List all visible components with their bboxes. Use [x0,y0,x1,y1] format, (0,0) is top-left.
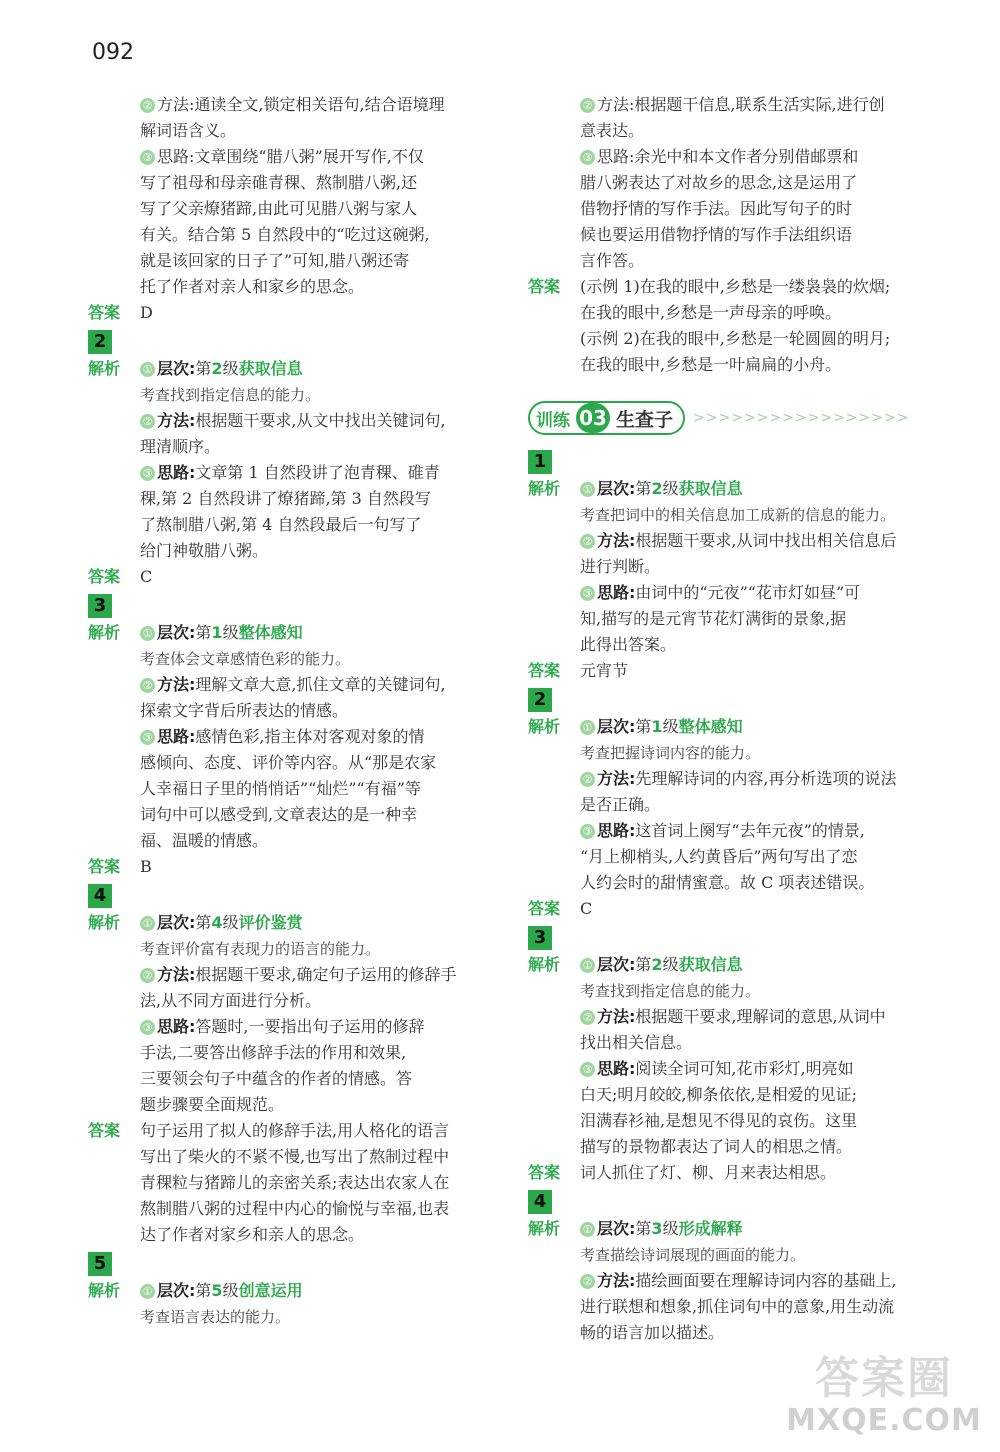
step-3-icon: ③ [140,150,155,165]
page-number: 092 [92,40,134,65]
thinking-line: 这首词上阕写“去年元夜”的情景, [635,821,865,840]
analysis-row [528,952,938,1160]
watermark-logo [786,1354,982,1444]
analysis-tag: 解析 [88,1281,121,1300]
answer-tag: 答案 [88,567,121,586]
answer-tag: 答案 [528,277,561,296]
ability-desc: 考查语言表达的能力。 [140,1308,291,1326]
question-number: 2 [528,688,552,712]
question-number: 3 [88,594,112,618]
thinking-line: 手法,二要答出修辞手法的作用和效果, [140,1043,407,1062]
thinking-line: 就是该回家的日子了”可知,腊八粥还寄 [140,251,410,270]
left-top-analysis [88,92,498,300]
thinking-line: 有关。结合第 5 自然段中的“吃过这碗粥, [140,225,430,244]
method-label: 方法: [157,965,196,984]
answer-line: 句子运用了拟人的修辞手法,用人格化的语言 [140,1121,450,1140]
answer-value: C [580,899,593,918]
thinking-line: 托了作者对亲人和家乡的思念。 [140,277,365,296]
method-line: 根据题干要求,从词中找出相关信息后 [635,531,897,550]
section-title: 生查子 [616,408,674,431]
level-name: 评价鉴赏 [238,913,303,932]
step-2-icon: ② [140,968,155,983]
method-line: 探索文字背后所表达的情感。 [140,701,349,720]
answer-line: 在我的眼中,乡愁是一声母亲的呼唤。 [580,303,842,322]
answer-line: 在我的眼中,乡愁是一叶扁扁的小舟。 [580,355,842,374]
step-1-icon: ① [140,362,155,377]
step-3-icon: ③ [580,150,595,165]
method-label: 方法: [597,1007,636,1026]
analysis-tag: 解析 [88,359,121,378]
level-unit: 级 [222,359,239,378]
right-column [528,92,938,1346]
level-number: 1 [211,623,223,642]
level-unit: 级 [222,913,239,932]
analysis-row [528,714,938,896]
thinking-line: 借物抒情的写作手法。因此写句子的时 [580,199,853,218]
thinking-line: 知,描写的是元宵节花灯满街的景象,据 [580,609,847,628]
right-top-analysis [528,92,938,274]
answer-value: 词人抓住了灯、柳、月来表达相思。 [580,1163,837,1182]
answer-value: D [140,303,153,322]
ability-desc: 考查评价富有表现力的语言的能力。 [140,940,381,958]
question-number: 2 [88,330,112,354]
level-unit: 级 [222,623,239,642]
analysis-tag: 解析 [528,955,561,974]
step-1-icon: ① [580,958,595,973]
step-1-icon: ① [140,1284,155,1299]
thinking-line: 感倾向、态度、评价等内容。从“那是农家 [140,753,437,772]
level-number: 2 [651,955,663,974]
analysis-row [88,620,498,854]
step-2-icon: ② [140,414,155,429]
method-line: 畅的语言加以描述。 [580,1323,725,1342]
level-prefix: 第 [635,955,652,974]
method-label: 方法: [157,675,196,694]
answer-row [88,1118,498,1248]
method-line: 方法:根据题干信息,联系生活实际,进行创 [597,95,885,114]
thinking-label: 思路: [157,1017,196,1036]
level-label: 层次: [157,913,196,932]
analysis-row [528,476,938,658]
thinking-line: 了熬制腊八粥,第 4 自然段最后一句写了 [140,515,422,534]
thinking-line: 写了父亲燎猪蹄,由此可见腊八粥与家人 [140,199,418,218]
answer-tag: 答案 [88,857,121,876]
answer-line: (示例 2)在我的眼中,乡愁是一轮圆圆的明月; [580,329,891,348]
question-number: 5 [88,1252,112,1276]
thinking-line: 描写的景物都表达了词人的相思之情。 [580,1137,853,1156]
step-2-icon: ② [580,534,595,549]
thinking-line: 福、温暖的情感。 [140,831,269,850]
left-column [88,92,498,1330]
level-unit: 级 [662,479,679,498]
analysis-tag: 解析 [528,479,561,498]
question-number: 1 [528,450,552,474]
question-number: 4 [528,1190,552,1214]
analysis-row [528,1216,938,1346]
analysis-tag: 解析 [88,913,121,932]
chevron-right-icon: >>>>>>>>>>>>>>>>> [693,410,910,426]
ability-desc: 考查描绘诗词展现的画面的能力。 [580,1246,806,1264]
step-2-icon: ② [140,678,155,693]
level-name: 整体感知 [678,717,743,736]
answer-line: 熬制腊八粥的过程中内心的愉悦与幸福,也表 [140,1199,450,1218]
thinking-line: 思路:文章围绕“腊八粥”展开写作,不仅 [157,147,424,166]
level-number: 2 [651,479,663,498]
step-1-icon: ① [140,626,155,641]
answer-value: 元宵节 [580,661,629,680]
thinking-line: 候也要运用借物抒情的写作手法组织语 [580,225,853,244]
analysis-tag: 解析 [528,717,561,736]
level-number: 3 [651,1219,663,1238]
question-number: 4 [88,884,112,908]
thinking-label: 思路: [157,463,196,482]
level-unit: 级 [662,717,679,736]
level-label: 层次: [157,359,196,378]
step-1-icon: ① [140,916,155,931]
step-2-icon: ② [140,98,155,113]
thinking-line: 三要领会句子中蕴含的作者的情感。答 [140,1069,413,1088]
step-3-icon: ③ [140,466,155,481]
level-name: 获取信息 [238,359,303,378]
step-2-icon: ② [580,1010,595,1025]
method-line: 根据题干要求,从文中找出关键词句, [195,411,446,430]
answer-line: 青稞粒与猪蹄儿的亲密关系;表达出农家人在 [140,1173,450,1192]
thinking-line: 写了祖母和母亲碓青稞、熬制腊八粥,还 [140,173,418,192]
answer-row [88,854,498,880]
thinking-line: 给门神敬腊八粥。 [140,541,269,560]
level-prefix: 第 [635,717,652,736]
thinking-line: 腊八粥表达了对故乡的思念,这是运用了 [580,173,858,192]
step-3-icon: ③ [140,1020,155,1035]
level-prefix: 第 [635,479,652,498]
answer-row [88,564,498,590]
thinking-line: 稞,第 2 自然段讲了燎猪蹄,第 3 自然段写 [140,489,431,508]
method-line: 解词语含义。 [140,121,237,140]
level-label: 层次: [157,623,196,642]
step-3-icon: ③ [580,586,595,601]
step-3-icon: ③ [580,824,595,839]
thinking-line: 阅读全词可知,花市彩灯,明亮如 [635,1059,854,1078]
step-1-icon: ① [580,720,595,735]
analysis-row [88,1278,498,1330]
answer-row [528,1160,938,1186]
thinking-line: 思路:余光中和本文作者分别借邮票和 [597,147,859,166]
answer-row [528,274,938,378]
step-1-icon: ① [580,482,595,497]
thinking-line: 此得出答案。 [580,635,677,654]
ability-desc: 考查把握诗词内容的能力。 [580,744,761,762]
answer-line: 达了作者对家乡和亲人的思念。 [140,1225,365,1244]
step-1-icon: ① [580,1222,595,1237]
method-line: 理清顺序。 [140,437,221,456]
method-line: 意表达。 [580,121,645,140]
answer-line: (示例 1)在我的眼中,乡愁是一缕袅袅的炊烟; [580,277,891,296]
method-line: 进行判断。 [580,557,661,576]
thinking-line: 感情色彩,指主体对客观对象的情 [195,727,425,746]
section-banner [528,400,938,436]
thinking-line: 文章第 1 自然段讲了泡青稞、碓青 [195,463,440,482]
answer-row [88,300,498,326]
method-label: 方法: [597,531,636,550]
level-prefix: 第 [195,913,212,932]
ability-desc: 考查体会文章感情色彩的能力。 [140,650,351,668]
question-number: 3 [528,926,552,950]
step-3-icon: ③ [140,730,155,745]
thinking-line: 言作答。 [580,251,645,270]
level-name: 获取信息 [678,955,743,974]
level-unit: 级 [662,955,679,974]
step-3-icon: ③ [580,1062,595,1077]
ability-desc: 考查找到指定信息的能力。 [580,982,761,1000]
watermark-top: 答案圈 [815,1353,953,1404]
level-prefix: 第 [195,1281,212,1300]
level-label: 层次: [597,479,636,498]
watermark-bottom: MXQE.COM [786,1403,982,1438]
thinking-line: “月上柳梢头,人约黄昏后”两句写出了恋 [580,847,858,866]
method-line: 理解文章大意,抓住文章的关键词句, [195,675,446,694]
answer-tag: 答案 [528,1163,561,1182]
method-line: 先理解诗词的内容,再分析选项的说法 [635,769,897,788]
level-unit: 级 [662,1219,679,1238]
level-label: 层次: [597,955,636,974]
thinking-label: 思路: [597,821,636,840]
method-line: 描绘画面要在理解诗词内容的基础上, [635,1271,897,1290]
answer-line: 写出了柴火的不紧不慢,也写出了熬制过程中 [140,1147,450,1166]
level-name: 形成解释 [678,1219,743,1238]
step-2-icon: ② [580,98,595,113]
answer-tag: 答案 [88,303,121,322]
level-prefix: 第 [195,359,212,378]
thinking-line: 题步骤要全面规范。 [140,1095,285,1114]
analysis-tag: 解析 [88,623,121,642]
method-line: 根据题干要求,确定句子运用的修辞手 [195,965,457,984]
answer-value: B [140,857,152,876]
thinking-label: 思路: [597,583,636,602]
method-line: 方法:通读全文,锁定相关语句,结合语境理 [157,95,445,114]
method-line: 法,从不同方面进行分析。 [140,991,322,1010]
answer-value: C [140,567,153,586]
method-label: 方法: [597,1271,636,1290]
ability-desc: 考查把词中的相关信息加工成新的信息的能力。 [580,506,896,524]
analysis-row [88,356,498,564]
ability-desc: 考查找到指定信息的能力。 [140,386,321,404]
level-name: 创意运用 [238,1281,303,1300]
method-line: 进行联想和想象,抓住词句中的意象,用生动流 [580,1297,895,1316]
method-line: 是否正确。 [580,795,661,814]
level-number: 4 [211,913,223,932]
level-number: 5 [211,1281,223,1300]
level-name: 获取信息 [678,479,743,498]
level-prefix: 第 [195,623,212,642]
method-label: 方法: [157,411,196,430]
analysis-tag: 解析 [528,1219,561,1238]
answer-row [528,896,938,922]
answer-tag: 答案 [528,899,561,918]
thinking-line: 泪满春衫袖,是想见不得见的哀伤。这里 [580,1111,858,1130]
method-label: 方法: [597,769,636,788]
level-number: 2 [211,359,223,378]
answer-tag: 答案 [528,661,561,680]
section-number: 03 [576,403,610,433]
thinking-line: 人约会时的甜情蜜意。故 C 项表述错误。 [580,873,875,892]
level-prefix: 第 [635,1219,652,1238]
analysis-row [88,910,498,1118]
step-2-icon: ② [580,772,595,787]
level-label: 层次: [157,1281,196,1300]
step-2-icon: ② [580,1274,595,1289]
level-number: 1 [651,717,663,736]
answer-row [528,658,938,684]
level-label: 层次: [597,717,636,736]
level-unit: 级 [222,1281,239,1300]
section-label: 训练 [536,410,570,431]
level-label: 层次: [597,1219,636,1238]
thinking-line: 词句中可以感受到,文章表达的是一种幸 [140,805,418,824]
method-line: 根据题干要求,理解词的意思,从词中 [635,1007,886,1026]
level-name: 整体感知 [238,623,303,642]
method-line: 找出相关信息。 [580,1033,693,1052]
thinking-line: 由词中的“元夜”“花市灯如昼”可 [635,583,861,602]
thinking-label: 思路: [157,727,196,746]
thinking-line: 人幸福日子里的悄悄话”“灿烂”“有福”等 [140,779,421,798]
thinking-line: 白天;明月皎皎,柳条依依,是相爱的见证; [580,1085,857,1104]
answer-tag: 答案 [88,1121,121,1140]
thinking-line: 答题时,一要指出句子运用的修辞 [195,1017,425,1036]
thinking-label: 思路: [597,1059,636,1078]
section-pill [528,401,685,435]
